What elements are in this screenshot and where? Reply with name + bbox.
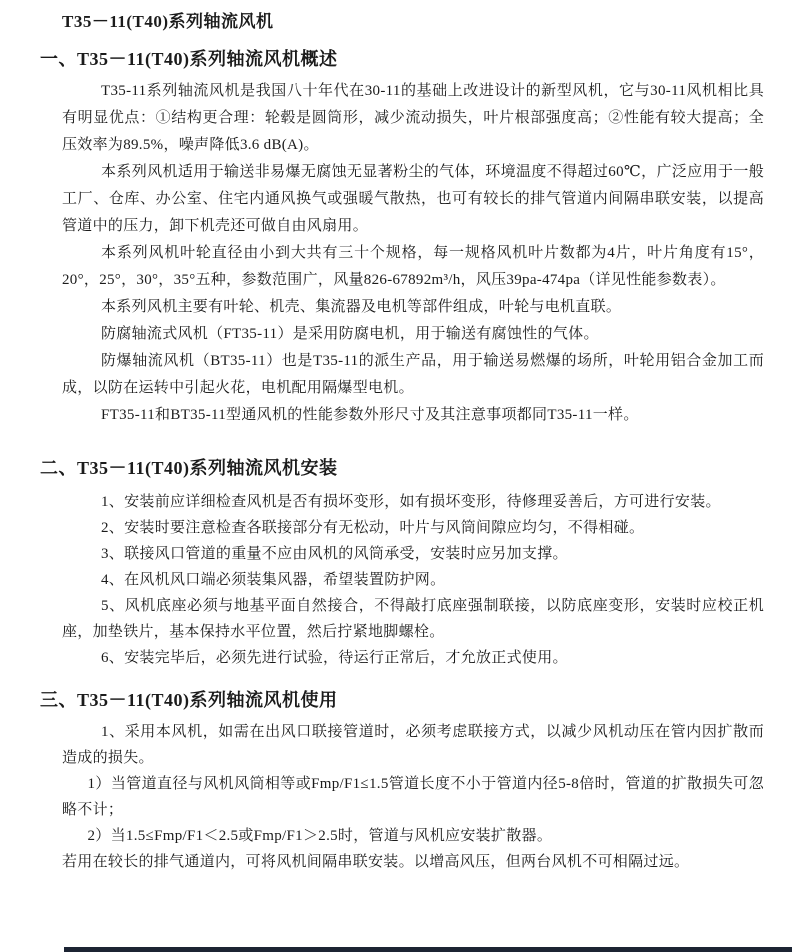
usage-paragraph-tail: 若用在较长的排气通道内，可将风机间隔串联安装。以增高风压，但两台风机不可相隔过远。	[62, 854, 690, 870]
paragraph-overview-6: 防爆轴流风机（BT35-11）也是T35-11的派生产品，用于输送易燃爆的场所，叶轮用铝合金加工而成，以防在运转中引起火花，电机配用隔爆型电机。	[62, 353, 764, 396]
section-heading-overview: 一、T35－11(T40)系列轴流风机概述	[40, 49, 338, 69]
cutoff-table-top-edge	[64, 947, 792, 952]
install-item-1: 1、安装前应详细检查风机是否有损坏变形，如有损坏变形，待修理妥善后，方可进行安装。	[101, 494, 721, 510]
usage-subitem-2: 2）当1.5≤Fmp/F1＜2.5或Fmp/F1＞2.5时，管道与风机应安装扩散器。	[87, 828, 553, 844]
paragraph-overview-5: 防腐轴流式风机（FT35-11）是采用防腐电机，用于输送有腐蚀性的气体。	[101, 326, 599, 342]
install-item-6: 6、安装完毕后，必须先进行试验，待运行正常后，才允放正式使用。	[101, 650, 568, 666]
paragraph-overview-7: FT35-11和BT35-11型通风机的性能参数外形尺寸及其注意事项都同T35-11一样。	[101, 407, 639, 423]
document-title: T35－11(T40)系列轴流风机	[62, 12, 274, 31]
install-item-4: 4、在风机风口端必须装集风器，希望装置防护网。	[101, 572, 446, 588]
usage-subitem-1: 1）当管道直径与风机风筒相等或Fmp/F1≤1.5管道长度不小于管道内径5-8倍时，管道的扩散损失可忽略不计；	[62, 776, 764, 818]
usage-paragraph-1: 1、采用本风机，如需在出风口联接管道时，必须考虑联接方式，以减少风机动压在管内因扩散而造成的损失。	[62, 724, 764, 766]
paragraph-overview-1: T35-11系列轴流风机是我国八十年代在30-11的基础上改进设计的新型风机，它与30-11风机相比具有明显优点：①结构更合理：轮毂是圆筒形，减少流动损失，叶片根部强度高；②性能有较大提高；全压效率为89.5%，噪声降低3.6 dB(A)。	[62, 83, 764, 153]
paragraph-overview-4: 本系列风机主要有叶轮、机壳、集流器及电机等部件组成，叶轮与电机直联。	[101, 299, 622, 315]
install-item-5: 5、风机底座必须与地基平面自然接合，不得敲打底座强制联接，以防底座变形，安装时应校正机座，加垫铁片，基本保持水平位置，然后拧紧地脚螺栓。	[62, 598, 764, 640]
install-item-2: 2、安装时要注意检查各联接部分有无松动，叶片与风筒间隙应均匀，不得相碰。	[101, 520, 645, 536]
paragraph-overview-2: 本系列风机适用于输送非易爆无腐蚀无显著粉尘的气体，环境温度不得超过60℃，广泛应用于一般工厂、仓库、办公室、住宅内通风换气或强暖气散热，也可有较长的排气管道内间隔串联安装，以提高管道中的压力，卸下机壳还可做自由风扇用。	[62, 164, 764, 234]
install-item-3: 3、联接风口管道的重量不应由风机的风筒承受，安装时应另加支撑。	[101, 546, 568, 562]
section-heading-installation: 二、T35－11(T40)系列轴流风机安装	[40, 458, 338, 478]
section-heading-usage: 三、T35－11(T40)系列轴流风机使用	[40, 690, 338, 710]
paragraph-overview-3: 本系列风机叶轮直径由小到大共有三十个规格，每一规格风机叶片数都为4片，叶片角度有15°，20°，25°，30°，35°五种，参数范围广，风量826-67892m³/h，风压39pa-474pa（详见性能参数表）。	[62, 245, 764, 288]
